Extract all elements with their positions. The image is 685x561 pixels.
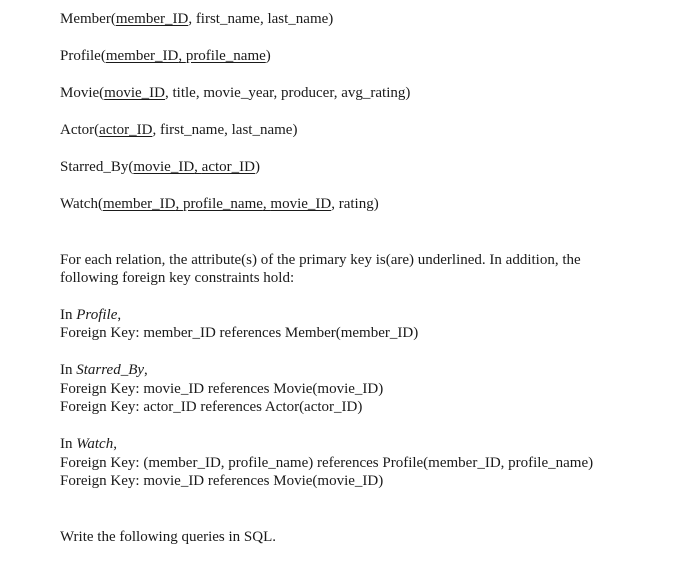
relation-movie: Movie(movie_ID, title, movie_year, producer, avg_rating) — [60, 85, 411, 101]
primary-key-attribute: actor_ID — [201, 159, 255, 175]
attribute: first_name — [159, 122, 225, 138]
relation-name: Movie — [60, 85, 100, 101]
attribute-separator: , — [259, 11, 268, 27]
relation-member: Member(member_ID, first_name, last_name) — [60, 11, 334, 27]
attribute-separator: , — [178, 48, 186, 64]
attribute-separator: , — [333, 85, 342, 101]
relation-name: Profile — [60, 48, 101, 64]
constraint-relation-name: Profile — [76, 307, 118, 323]
relation-name: Watch — [60, 196, 98, 212]
constraint-heading-profile — [60, 306, 121, 324]
foreign-key-watch-2: Foreign Key: movie_ID references Movie(movie_ID) — [60, 473, 384, 489]
intro-line-2: following foreign key constraints hold: — [60, 270, 295, 286]
primary-key-attribute: profile_name — [185, 48, 266, 64]
primary-key-attribute: member_ID — [102, 196, 176, 212]
foreign-key-profile-1: Foreign Key: member_ID references Member(member_ID) — [60, 325, 419, 341]
constraint-heading-watch — [60, 435, 117, 453]
primary-key-attribute: member_ID — [105, 48, 179, 64]
constraint-suffix: , — [144, 362, 148, 378]
primary-key-attribute: actor_ID — [99, 122, 153, 138]
attribute-separator: , — [188, 11, 196, 27]
attribute-separator: , — [331, 196, 339, 212]
primary-key-attribute: profile_name — [182, 196, 263, 212]
attribute-separator: , — [273, 85, 282, 101]
primary-key-attribute: member_ID — [115, 11, 189, 27]
constraint-suffix: , — [117, 307, 122, 323]
attribute: rating — [338, 196, 374, 212]
foreign-key-watch-1: Foreign Key: (member_ID, profile_name) references Profile(member_ID, profile_name) — [60, 455, 594, 471]
attribute-separator: , — [175, 196, 183, 212]
attribute: avg_rating — [341, 85, 406, 101]
attribute: last_name — [231, 122, 293, 138]
primary-key-attribute: movie_ID — [270, 196, 332, 212]
attribute-separator: , — [224, 122, 232, 138]
constraint-heading-starred-by — [60, 361, 148, 379]
attribute: first_name — [195, 11, 260, 27]
relation-name: Actor — [60, 122, 95, 138]
constraint-prefix: In — [60, 436, 77, 452]
attribute: producer — [281, 85, 334, 101]
attribute-separator: , — [152, 122, 160, 138]
attribute: movie_year — [203, 85, 274, 101]
attribute-separator: , — [165, 85, 173, 101]
closing-instruction: Write the following queries in SQL. — [60, 529, 277, 545]
constraint-prefix: In — [60, 362, 77, 378]
foreign-key-starred-by-2: Foreign Key: actor_ID references Actor(actor_ID) — [60, 399, 363, 415]
attribute: last_name — [267, 11, 329, 27]
intro-line-1: For each relation, the attribute(s) of the primary key is(are) underlined. In addition, the — [60, 252, 581, 268]
primary-key-attribute: movie_ID — [133, 159, 195, 175]
attribute-separator: , — [262, 196, 271, 212]
attribute: title — [172, 85, 196, 101]
relation-actor: Actor(actor_ID, first_name, last_name) — [60, 122, 298, 138]
relation-name: Starred_By — [60, 159, 129, 175]
constraint-prefix: In — [60, 307, 77, 323]
relation-name: Member — [60, 11, 111, 27]
relation-starred-by: Starred_By(movie_ID, actor_ID) — [60, 159, 260, 175]
foreign-key-starred-by-1: Foreign Key: movie_ID references Movie(movie_ID) — [60, 381, 384, 397]
primary-key-attribute: movie_ID — [104, 85, 165, 101]
attribute-separator: , — [194, 159, 202, 175]
constraint-relation-name: Watch — [76, 436, 114, 452]
constraint-suffix: , — [113, 436, 117, 452]
relation-watch: Watch(member_ID, profile_name, movie_ID, rating) — [60, 196, 379, 212]
constraint-relation-name: Starred_By — [76, 362, 145, 378]
relation-profile: Profile(member_ID, profile_name) — [60, 48, 271, 64]
attribute-separator: , — [195, 85, 204, 101]
